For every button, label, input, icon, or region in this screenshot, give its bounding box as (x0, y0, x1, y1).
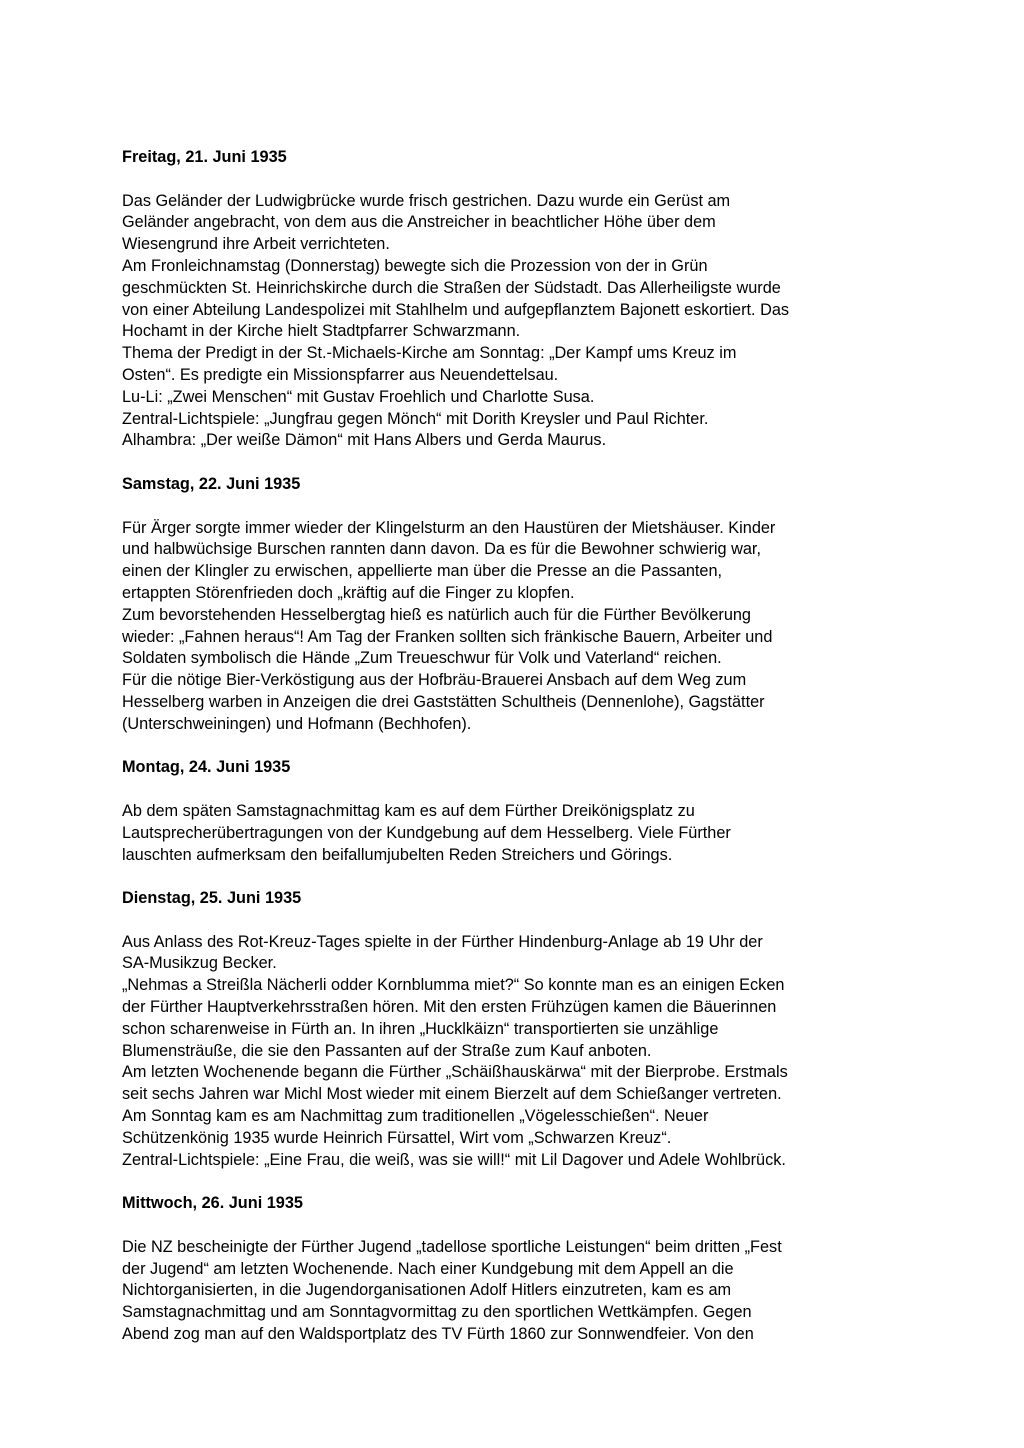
text-line: Zum bevorstehenden Hesselbergtag hieß es natürlich auch für die Fürther Bevölkerung (122, 605, 751, 624)
text-line: Zentral-Lichtspiele: „Eine Frau, die weiß, was sie will!“ mit Lil Dagover und Adele Wohlbrück. (122, 1150, 786, 1169)
text-line: Für Ärger sorgte immer wieder der Klingelsturm an den Haustüren der Mietshäuser. Kinder (122, 518, 776, 537)
text-line: Lu-Li: „Zwei Menschen“ mit Gustav Froehlich und Charlotte Susa. (122, 387, 595, 406)
text-line: (Unterschweiningen) und Hofmann (Bechhofen). (122, 714, 472, 733)
text-line: Nichtorganisierten, in die Jugendorganisationen Adolf Hitlers einzutreten, kam es am (122, 1281, 732, 1300)
text-line: seit sechs Jahren war Michl Most wieder mit einem Bierzelt auf dem Schießanger vertreten. (122, 1085, 782, 1104)
section-body (122, 932, 922, 1172)
section-friday-21-june (122, 147, 922, 452)
section-body (122, 518, 922, 736)
text-line: einen der Klingler zu erwischen, appellierte man über die Presse an die Passanten, (122, 562, 723, 581)
section-heading: Montag, 24. Juni 1935 (122, 758, 291, 777)
section-wednesday-26-june (122, 1193, 922, 1346)
document-page (122, 147, 922, 1368)
text-line: Abend zog man auf den Waldsportplatz des TV Fürth 1860 zur Sonnwendfeier. Von den (122, 1325, 754, 1344)
text-line: Das Geländer der Ludwigbrücke wurde frisch gestrichen. Dazu wurde ein Gerüst am (122, 191, 731, 210)
text-line: Hesselberg warben in Anzeigen die drei Gaststätten Schultheis (Dennenlohe), Gagstätter (122, 692, 765, 711)
section-body (122, 1237, 922, 1346)
text-line: Geländer angebracht, von dem aus die Anstreicher in beachtlicher Höhe über dem (122, 213, 716, 232)
section-monday-24-june (122, 757, 922, 866)
text-line: lauschten aufmerksam den beifallumjubelten Reden Streichers und Görings. (122, 845, 673, 864)
text-line: Schützenkönig 1935 wurde Heinrich Fürsattel, Wirt vom „Schwarzen Kreuz“. (122, 1128, 672, 1147)
text-line: Am Fronleichnamstag (Donnerstag) bewegte sich die Prozession von der in Grün (122, 256, 708, 275)
text-line: der Jugend“ am letzten Wochenende. Nach einer Kundgebung mit dem Appell an die (122, 1259, 734, 1278)
text-line: Am Sonntag kam es am Nachmittag zum traditionellen „Vögelesschießen“. Neuer (122, 1107, 709, 1126)
section-heading: Dienstag, 25. Juni 1935 (122, 889, 302, 908)
text-line: schon scharenweise in Fürth an. In ihren „Hucklkäizn“ transportierten sie unzählige (122, 1019, 719, 1038)
section-heading: Mittwoch, 26. Juni 1935 (122, 1194, 303, 1213)
text-line: von einer Abteilung Landespolizei mit Stahlhelm und aufgepflanztem Bajonett eskortiert. Das (122, 300, 790, 319)
text-line: Alhambra: „Der weiße Dämon“ mit Hans Albers und Gerda Maurus. (122, 431, 607, 450)
text-line: Blumensträuße, die sie den Passanten auf der Straße zum Kauf anboten. (122, 1041, 652, 1060)
text-line: ertappten Störenfrieden doch „kräftig auf die Finger zu klopfen. (122, 583, 575, 602)
section-tuesday-25-june (122, 888, 922, 1171)
section-heading: Samstag, 22. Juni 1935 (122, 474, 301, 493)
text-line: Wiesengrund ihre Arbeit verrichteten. (122, 235, 390, 254)
text-line: Ab dem späten Samstagnachmittag kam es auf dem Fürther Dreikönigsplatz zu (122, 801, 695, 820)
text-line: Lautsprecherübertragungen von der Kundgebung auf dem Hesselberg. Viele Fürther (122, 823, 731, 842)
text-line: Samstagnachmittag und am Sonntagvormittag zu den sportlichen Wettkämpfen. Gegen (122, 1303, 752, 1322)
text-line: Soldaten symbolisch die Hände „Zum Treueschwur für Volk und Vaterland“ reichen. (122, 649, 722, 668)
section-body (122, 801, 922, 866)
section-saturday-22-june (122, 474, 922, 736)
text-line: der Fürther Hauptverkehrsstraßen hören. Mit den ersten Frühzügen kamen die Bäuerinnen (122, 998, 777, 1017)
text-line: Die NZ bescheinigte der Fürther Jugend „tadellose sportliche Leistungen“ beim dritten „Fest (122, 1237, 782, 1256)
text-line: Osten“. Es predigte ein Missionspfarrer aus Neuendettelsau. (122, 365, 559, 384)
text-line: „Nehmas a Streißla Nächerli odder Kornblumma miet?“ So konnte man es an einigen Ecken (122, 976, 785, 995)
text-line: wieder: „Fahnen heraus“! Am Tag der Franken sollten sich fränkische Bauern, Arbeiter und (122, 627, 773, 646)
text-line: geschmückten St. Heinrichskirche durch die Straßen der Südstadt. Das Allerheiligste wurde (122, 278, 781, 297)
text-line: und halbwüchsige Burschen rannten dann davon. Da es für die Bewohner schwierig war, (122, 540, 761, 559)
text-line: Zentral-Lichtspiele: „Jungfrau gegen Mönch“ mit Dorith Kreysler und Paul Richter. (122, 409, 709, 428)
text-line: Thema der Predigt in der St.-Michaels-Kirche am Sonntag: „Der Kampf ums Kreuz im (122, 344, 737, 363)
text-line: SA-Musikzug Becker. (122, 954, 277, 973)
section-heading: Freitag, 21. Juni 1935 (122, 148, 287, 166)
text-line: Aus Anlass des Rot-Kreuz-Tages spielte in der Fürther Hindenburg-Anlage ab 19 Uhr der (122, 932, 763, 951)
text-line: Am letzten Wochenende begann die Fürther „Schäißhauskärwa“ mit der Bierprobe. Erstmals (122, 1063, 788, 1082)
text-line: Für die nötige Bier-Verköstigung aus der Hofbräu-Brauerei Ansbach auf dem Weg zum (122, 671, 747, 690)
section-body (122, 191, 922, 453)
text-line: Hochamt in der Kirche hielt Stadtpfarrer Schwarzmann. (122, 322, 521, 341)
